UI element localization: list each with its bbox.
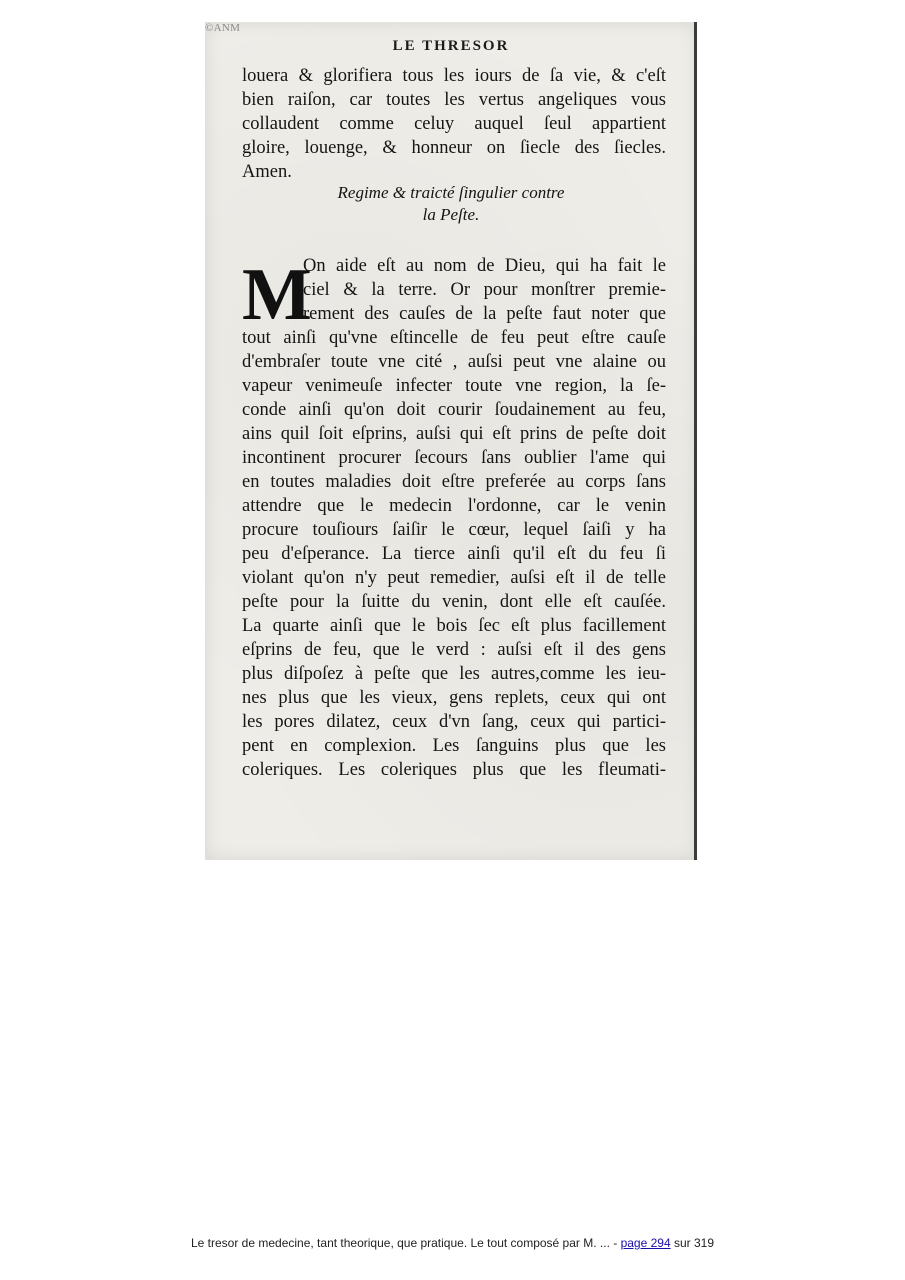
text-line: ains quil ſoit eſprins, auſsi qui eſt prins de peſte doit (242, 424, 666, 444)
text-line: les pores dilatez, ceux d'vn ſang, ceux qui partici- (242, 712, 666, 732)
text-line: peu d'eſperance. La tierce ainſi qu'il eſt du feu ſi (242, 544, 666, 564)
caption-title: Le tresor de medecine, tant theorique, que pratique. Le tout composé par M. ... - (190, 1236, 621, 1250)
text-line: peſte pour la ſuitte du venin, dont elle eſt cauſée. (242, 592, 666, 612)
text-line: collaudent comme celuy auquel ſeul appartient (242, 114, 666, 134)
page-caption (0, 1236, 905, 1250)
watermark: ©ANM (205, 22, 241, 34)
caption-page-count: sur 319 (670, 1236, 714, 1250)
text-line: Amen. (242, 162, 292, 182)
text-line: plus diſpoſez à peſte que les autres,comme les ieu- (242, 664, 666, 684)
section-heading: Regime & traicté ſingulier contre (337, 183, 565, 202)
text-line: d'embraſer toute vne cité , auſsi peut vne alaine ou (242, 352, 666, 372)
page-edge-shadow (694, 22, 697, 860)
text-line: rement des cauſes de la peſte faut noter que (303, 304, 666, 324)
text-line: bien raiſon, car toutes les vertus angeliques vous (242, 90, 666, 110)
text-line: eſprins de feu, que le verd : auſsi eſt il des gens (242, 640, 666, 660)
page-link[interactable]: page 294 (620, 1236, 671, 1250)
text-line: gloire, louenge, & honneur on ſiecle des ſiecles. (242, 138, 666, 158)
section-heading-sub: la Peſte. (422, 205, 480, 224)
text-line: attendre que le medecin l'ordonne, car le venin (242, 496, 666, 516)
text-line: louera & glorifiera tous les iours de ſa vie, & c'eſt (242, 66, 666, 86)
text-line: violant qu'on n'y peut remedier, auſsi eſt il de telle (242, 568, 666, 588)
scanned-page (205, 22, 697, 860)
text-line: incontinent procurer ſecours ſans oublier l'ame qui (242, 448, 666, 468)
running-head: LE THRESOR (392, 38, 510, 54)
text-line: tout ainſi qu'vne eſtincelle de feu peut eſtre cauſe (242, 328, 666, 348)
text-line: On aide eſt au nom de Dieu, qui ha fait le (303, 256, 666, 276)
text-line: ciel & la terre. Or pour monſtrer premie- (303, 280, 666, 300)
text-line: pent en complexion. Les ſanguins plus que les (242, 736, 666, 756)
text-line: vapeur venimeuſe infecter toute vne region, la ſe- (242, 376, 666, 396)
text-line: procure touſiours ſaiſir le cœur, lequel ſaiſi y ha (242, 520, 666, 540)
drop-cap: M (242, 254, 312, 336)
text-line: La quarte ainſi que le bois ſec eſt plus facillement (242, 616, 666, 636)
text-line: en toutes maladies doit eſtre preferée au corps ſans (242, 472, 666, 492)
text-line: nes plus que les vieux, gens replets, ceux qui ont (242, 688, 666, 708)
text-line: coleriques. Les coleriques plus que les fleumati- (242, 760, 666, 780)
text-line: conde ainſi qu'on doit courir ſoudainement au feu, (242, 400, 666, 420)
